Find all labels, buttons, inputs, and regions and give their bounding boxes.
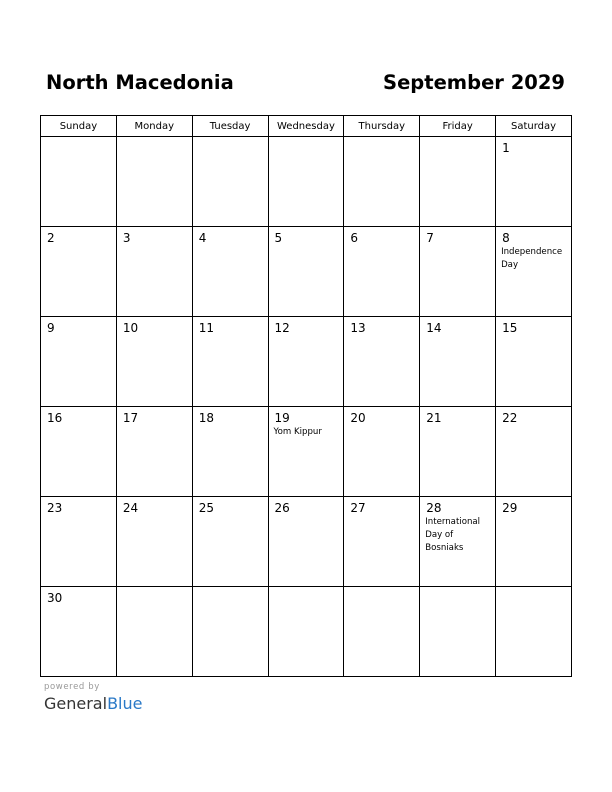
day-cell: [116, 227, 192, 317]
day-number: 8: [502, 231, 510, 245]
day-cell: [192, 317, 268, 407]
day-cell: [192, 227, 268, 317]
day-cell: [192, 587, 268, 677]
day-cell: [496, 137, 572, 227]
brand-footer: [44, 682, 142, 713]
day-cell: [420, 137, 496, 227]
weekday-tuesday: Tuesday: [192, 116, 268, 137]
day-number: 22: [502, 411, 518, 425]
day-cell: [41, 227, 117, 317]
day-number: 29: [502, 501, 518, 515]
day-number: 10: [122, 321, 139, 335]
day-number: 30: [47, 591, 63, 605]
day-number: 16: [47, 411, 63, 425]
day-cell: [344, 227, 420, 317]
day-cell: [268, 497, 344, 587]
day-cell: [420, 317, 496, 407]
day-cell: [41, 497, 117, 587]
weekday-wednesday: Wednesday: [268, 116, 344, 137]
day-number: [344, 587, 419, 591]
week-row: [41, 587, 572, 677]
calendar-grid: [40, 115, 572, 677]
day-cell: [192, 497, 268, 587]
day-number: 6: [350, 231, 359, 245]
day-cell: [116, 137, 192, 227]
holiday-event: Yom Kippur: [273, 427, 322, 437]
day-cell: [268, 587, 344, 677]
day-cell: [420, 497, 496, 587]
day-number: 20: [350, 411, 366, 425]
day-cell: [41, 587, 117, 677]
weekday-sunday: Sunday: [41, 116, 117, 137]
day-number: 5: [274, 231, 283, 245]
day-cell: [192, 407, 268, 497]
day-cell: [496, 407, 572, 497]
day-cell: [496, 497, 572, 587]
day-cell: [116, 317, 192, 407]
day-cell: [116, 587, 192, 677]
day-number: [117, 587, 192, 591]
day-number: [41, 137, 116, 141]
weekday-thursday: Thursday: [344, 116, 420, 137]
day-number: 19: [274, 411, 290, 425]
weekday-friday: Friday: [420, 116, 496, 137]
week-row: [41, 407, 572, 497]
month-year-title: September 2029: [383, 71, 565, 94]
day-number: 25: [198, 501, 214, 515]
day-number: 13: [350, 321, 366, 335]
day-cell: [496, 587, 572, 677]
day-number: [420, 137, 495, 141]
day-cell: [344, 407, 420, 497]
day-cell: [420, 407, 496, 497]
week-row: [41, 497, 572, 587]
day-number: [420, 587, 495, 591]
day-number: [193, 137, 268, 141]
day-number: 24: [122, 501, 139, 515]
holiday-event: International Day of Bosniaks: [425, 517, 481, 553]
day-cell: [344, 137, 420, 227]
day-number: [269, 587, 344, 591]
day-number: [344, 137, 419, 141]
day-number: 12: [274, 321, 290, 335]
day-number: 21: [426, 411, 442, 425]
day-cell: [192, 137, 268, 227]
day-number: 17: [122, 411, 139, 425]
day-cell: [268, 407, 344, 497]
week-row: [41, 137, 572, 227]
day-number: 26: [274, 501, 290, 515]
week-row: [41, 317, 572, 407]
day-cell: [268, 137, 344, 227]
day-cell: [420, 587, 496, 677]
day-number: 14: [426, 321, 442, 335]
day-cell: [268, 317, 344, 407]
day-cell: [268, 227, 344, 317]
day-number: [117, 137, 192, 141]
day-number: 23: [47, 501, 63, 515]
day-number: 15: [502, 321, 518, 335]
day-cell: [344, 317, 420, 407]
brand-blue-text: Blue: [107, 694, 143, 713]
generalblue-logo: [44, 694, 142, 713]
weekday-saturday: Saturday: [496, 116, 572, 137]
day-cell: [116, 497, 192, 587]
country-title: North Macedonia: [46, 71, 234, 94]
day-number: [193, 587, 268, 591]
day-number: 7: [426, 231, 434, 245]
powered-by-text: powered by: [44, 682, 100, 692]
day-number: 1: [502, 141, 510, 155]
weekday-monday: Monday: [116, 116, 192, 137]
day-number: 11: [198, 321, 214, 335]
day-cell: [41, 407, 117, 497]
weekday-header-row: [41, 116, 572, 137]
day-number: [496, 587, 571, 591]
week-row: [41, 227, 572, 317]
day-number: 27: [350, 501, 366, 515]
day-cell: [344, 497, 420, 587]
brand-general-text: General: [44, 694, 108, 713]
day-number: 3: [122, 231, 131, 245]
day-number: 18: [198, 411, 214, 425]
holiday-event: Independence Day: [501, 247, 563, 270]
day-cell: [496, 227, 572, 317]
day-number: [269, 137, 344, 141]
day-cell: [496, 317, 572, 407]
day-cell: [420, 227, 496, 317]
day-cell: [344, 587, 420, 677]
day-number: 9: [47, 321, 55, 335]
day-number: 4: [198, 231, 207, 245]
day-cell: [116, 407, 192, 497]
day-number: 2: [47, 231, 55, 245]
day-cell: [41, 137, 117, 227]
day-number: 28: [426, 501, 442, 515]
day-cell: [41, 317, 117, 407]
